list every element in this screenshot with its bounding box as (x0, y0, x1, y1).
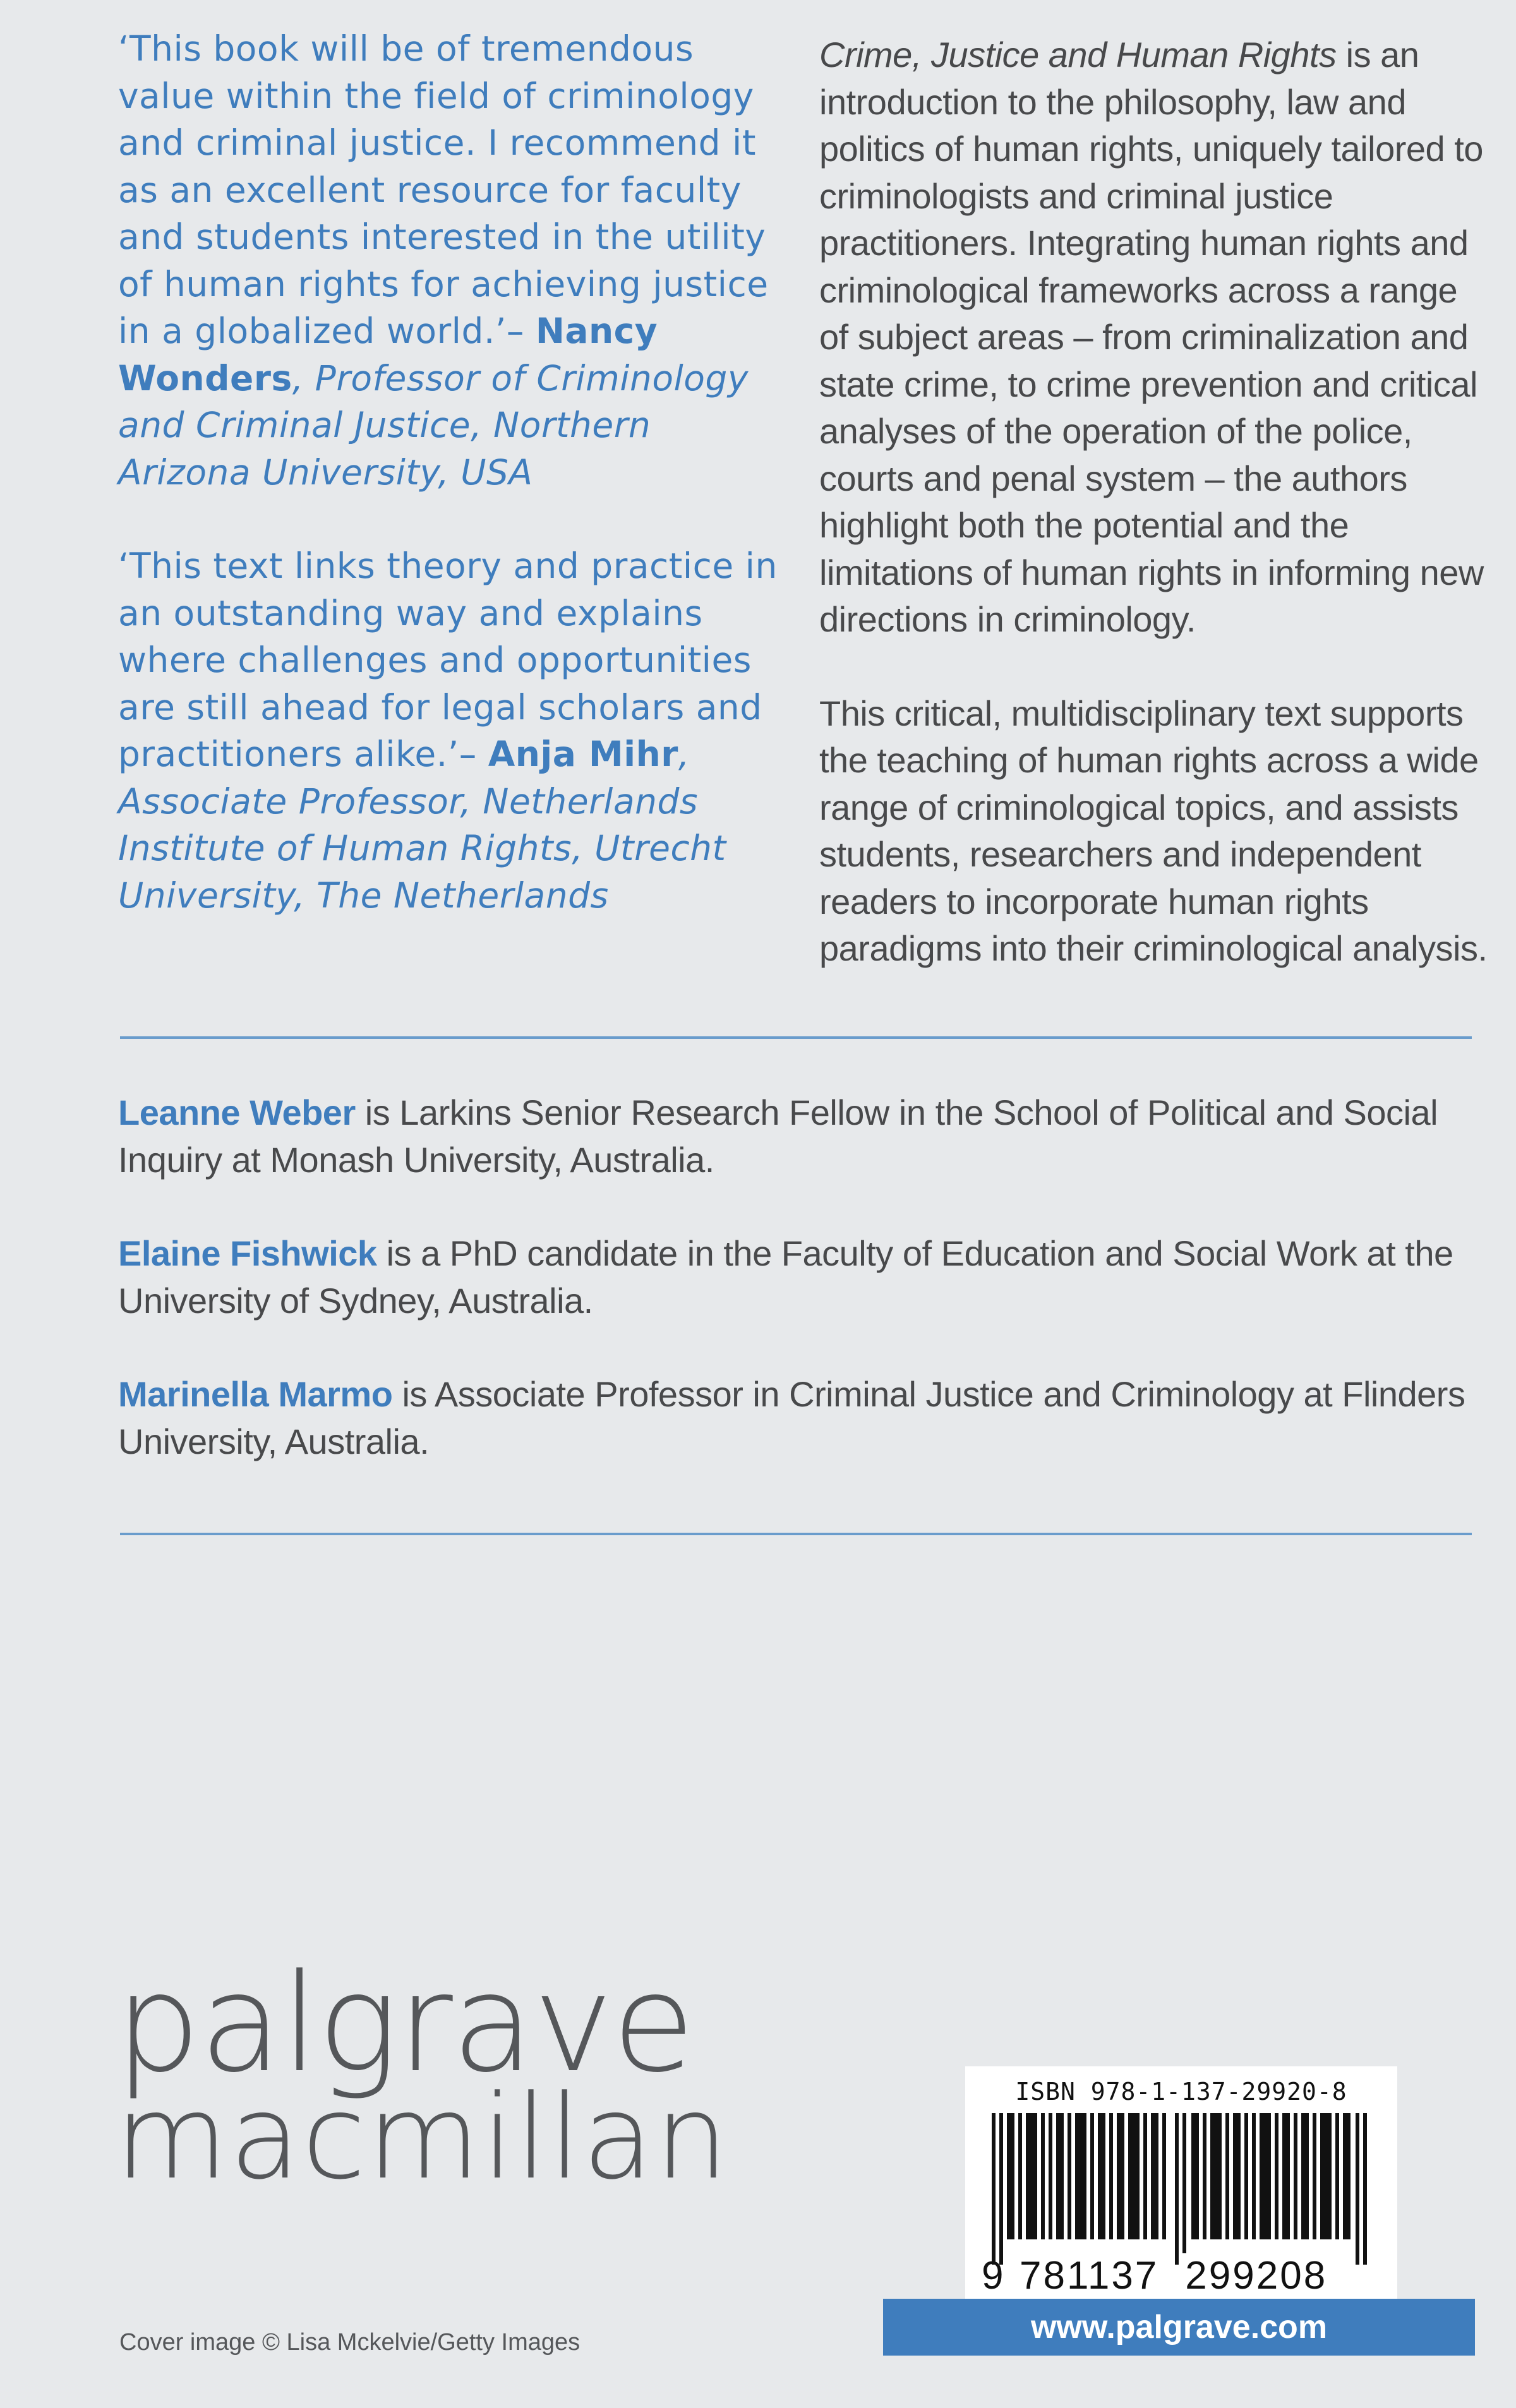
author-bio: Marinella Marmo is Associate Professor in Criminal Justice and Criminology at Flinders University, Australia. (118, 1374, 1465, 1461)
author-bios (118, 1089, 1476, 1465)
author-name: Elaine Fishwick (118, 1233, 377, 1273)
quote-author-name: Nancy Wonders (118, 311, 658, 398)
publisher-url[interactable]: www.palgrave.com (883, 2299, 1475, 2356)
description-paragraph-2: This critical, multidisciplinary text supports the teaching of human rights across a wide range of criminological topics, and assists students, researchers and independent readers to incorporate human rights paradigms into their criminological analysis. (819, 693, 1488, 968)
quote-author-name: Anja Mihr (488, 734, 678, 774)
praise-quotes (118, 25, 788, 919)
author-bio: Leanne Weber is Larkins Senior Research Fellow in the School of Political and Social Inquiry at Monash University, Australia. (118, 1093, 1438, 1180)
book-title: Crime, Justice and Human Rights (819, 35, 1337, 75)
description-paragraph-1: Crime, Justice and Human Rights is an introduction to the philosophy, law and politics of human rights, uniquely tailored to criminologists and criminal justice practitioners. Integrating human rights and criminological frameworks across a range of subject areas – from criminalization and state crime, to crime prevention and critical analyses of the operation of the police, courts and penal system – the authors highlight both the potential and the limitations of human rights in informing new directions in criminology. (819, 35, 1484, 639)
author-bio: Elaine Fishwick is a PhD candidate in the Faculty of Education and Social Work at the University of Sydney, Australia. (118, 1233, 1453, 1321)
quote-author-role: , Associate Professor, Netherlands Institute of Human Rights, Utrecht University, The Netherlands (118, 734, 726, 916)
quote-author-role: , Professor of Criminology and Criminal Justice, Northern Arizona University, USA (118, 357, 749, 493)
author-name: Marinella Marmo (118, 1374, 393, 1414)
divider-top (120, 1036, 1472, 1039)
isbn-text: ISBN 978-1-137-29920-8 (1015, 2078, 1347, 2106)
quote-wonders: ‘This book will be of tremendous value within the field of criminology and criminal justice. I recommend it as an excellent resource for faculty and students interested in the utility of human rights for achieving justice in a globalized world.’– Nancy Wonders, Professor of Criminology and Criminal Justice, Northern Arizona University, USA (118, 28, 769, 493)
book-description (819, 32, 1489, 973)
cover-image-credit: Cover image © Lisa Mckelvie/Getty Images (119, 2329, 581, 2356)
logo-line-1: palgrave (115, 1945, 694, 2102)
divider-bottom (120, 1533, 1472, 1535)
isbn-barcode (965, 2066, 1397, 2304)
barcode-bars (992, 2113, 1373, 2265)
quote-mihr: ‘This text links theory and practice in an outstanding way and explains where challenges and opportunities are still ahead for legal scholars and practitioners alike.’– Anja Mihr, Associate Professor, Netherlands Institute of Human Rights, Utrecht University, The Netherlands (118, 546, 778, 916)
logo-line-2: macmillan (115, 2070, 730, 2205)
barcode-digits: 9 781137 299208 (982, 2253, 1385, 2298)
publisher-logo (115, 1945, 730, 2205)
author-name: Leanne Weber (118, 1093, 356, 1132)
